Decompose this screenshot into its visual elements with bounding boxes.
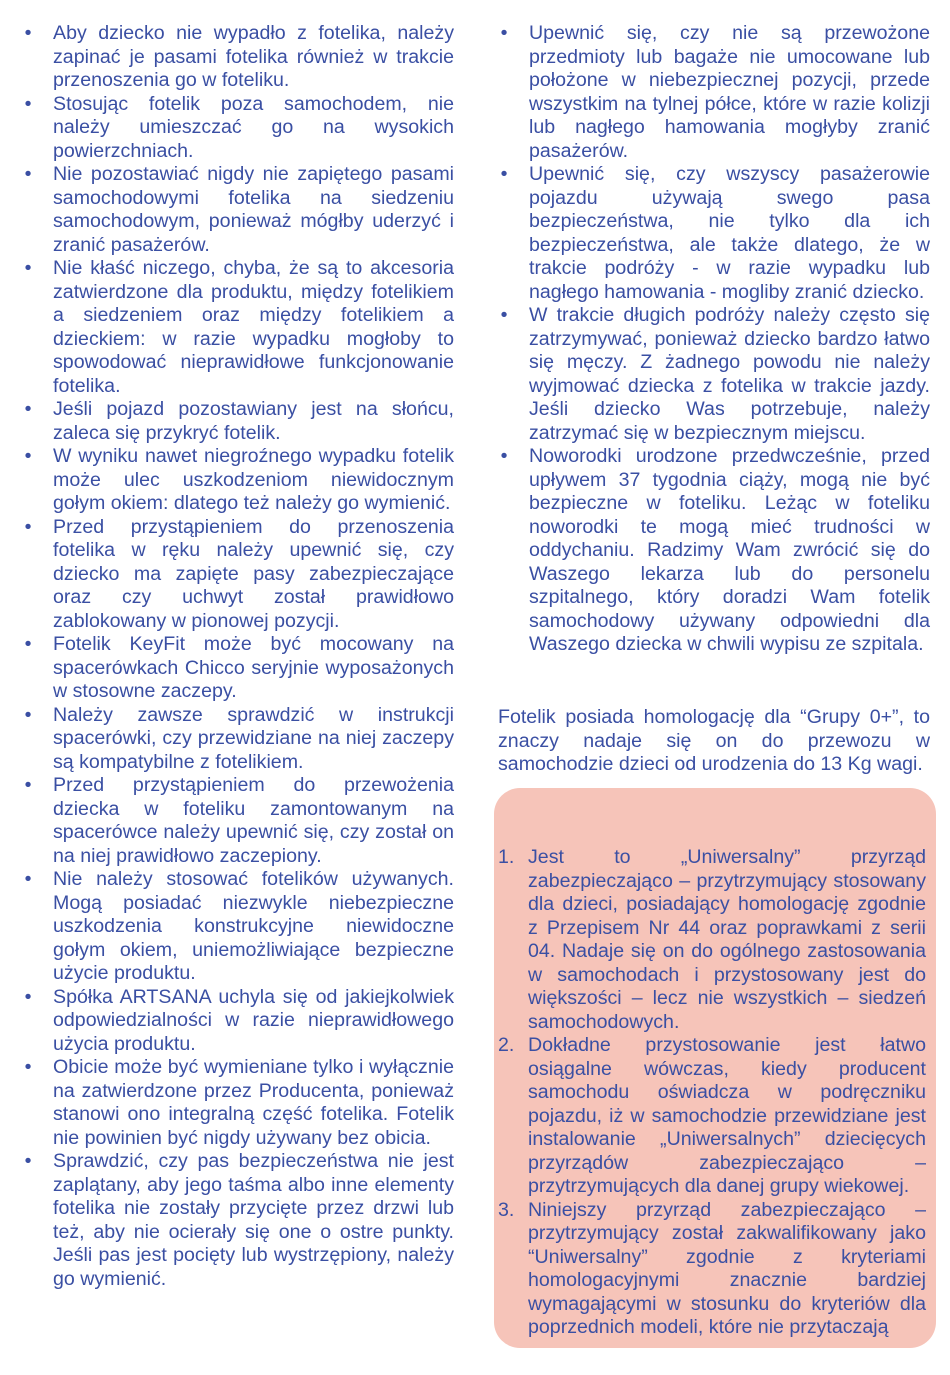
right-bullet-list: [498, 22, 930, 657]
bullet-icon: •: [24, 398, 32, 420]
bullet-icon: •: [24, 163, 32, 185]
bullet-icon: •: [500, 22, 508, 44]
list-item-text: Przed przystąpieniem do przewożenia dziecka w foteliku zamontowanym na spacerówce należy upewnić się, czy został on na niej prawidłowo zaczepiony.: [53, 774, 454, 867]
list-item-text: Stosując fotelik poza samochodem, nie należy umieszczać go na wysokich powierzchniach.: [53, 92, 454, 162]
bullet-icon: •: [24, 445, 32, 467]
list-item: [498, 304, 930, 445]
list-item: [22, 633, 454, 704]
notice-item-number: 3.: [498, 1198, 515, 1221]
bullet-icon: •: [24, 633, 32, 655]
bullet-icon: •: [24, 515, 32, 538]
bullet-icon: •: [24, 868, 32, 890]
notice-box: [494, 788, 936, 1348]
list-item-text: Obicie może być wymieniane tylko i wyłącznie na zatwierdzone przez Producenta, ponieważ stanowi ono integralną część fotelika. Fotelik nie powinien być nigdy używany bez obicia.: [53, 1056, 454, 1149]
list-item-text: Przed przystąpieniem do przenoszenia fotelika w ręku należy upewnić się, czy dziecko ma zapięte pasy zabezpieczające oraz czy uchwyt został prawidłowo zablokowany w pionowej pozycji.: [53, 515, 454, 632]
bullet-icon: •: [500, 304, 508, 326]
bullet-icon: •: [500, 163, 508, 185]
list-item-text: Upewnić się, czy nie są przewożone przedmioty lub bagaże nie umocowane lub położone w niebezpiecznej pozycji, przede wszystkim na tylnej półce, które w razie kolizji lub nagłego hamowania mogłyby zranić pasażerów.: [529, 22, 930, 162]
notice-item-text: Dokładne przystosowanie jest łatwo osiągalne wówczas, kiedy producent samochodu oświadcza w podręczniku pojazdu, iż w samochodzie przewidziane jest instalowanie „Uniwersalnych” dziecięcych przyrządów zabezpieczająco – przytrzymujących dla danej grupy wiekowej.: [528, 1034, 926, 1197]
list-item-text: Nie kłaść niczego, chyba, że są to akcesoria zatwierdzone dla produktu, między fotelikiem a siedzeniem oraz między fotelikiem a dzieckiem: w razie wypadku mogłoby to spowodować nieprawidłowe funkcjonowanie fotelika.: [53, 257, 454, 397]
list-item: [22, 1150, 454, 1291]
notice-item-number: 1.: [498, 846, 515, 868]
bullet-icon: •: [24, 774, 32, 796]
bullet-icon: •: [24, 22, 32, 44]
list-item-text: Jeśli pojazd pozostawiany jest na słońcu, zaleca się przykryć fotelik.: [53, 398, 454, 444]
notice-item: [498, 846, 926, 1034]
list-item: [498, 22, 930, 163]
bullet-icon: •: [24, 985, 32, 1008]
list-item: [22, 774, 454, 868]
notice-item-number: 2.: [498, 1034, 515, 1056]
list-item: [22, 445, 454, 516]
list-item: [22, 257, 454, 398]
list-item: [22, 163, 454, 257]
list-item: [22, 516, 454, 634]
bullet-icon: •: [500, 445, 508, 467]
list-item-text: Spółka ARTSANA uchyla się od jakiejkolwiek odpowiedzialności w razie nieprawidłowego użycia produktu.: [53, 985, 454, 1055]
list-item-text: W trakcie długich podróży należy często się zatrzymywać, ponieważ dziecko bardzo łatwo się męczy. Z żadnego powodu nie należy wyjmować dziecka z fotelika w trakcie jazdy. Jeśli dziecko Was potrzebuje, należy zatrzymać się w bezpiecznym miejscu.: [529, 304, 930, 444]
list-item-text: Noworodki urodzone przedwcześnie, przed upływem 37 tygodnia ciąży, mogą nie być bezpieczne w foteliku. Leżąc w foteliku noworodki te mogą mieć trudności w oddychaniu. Radzimy Wam zwrócić się do Waszego lekarza lub do personelu szpitalnego, który doradzi Wam fotelik samochodowy używany odpowiedni dla Waszego dziecka w chwili wypisu ze szpitala.: [529, 445, 930, 655]
bullet-icon: •: [24, 1056, 32, 1078]
notice-item-text: Niniejszy przyrząd zabezpieczająco – przytrzymujący został zakwalifikowany jako “Uniwersalny” zgodnie z kryteriami homologacyjnymi znacznie bardziej wymagającymi w stosunku do kryteriów dla poprzednich modeli, które nie przytaczają: [528, 1198, 926, 1338]
homologation-paragraph: Fotelik posiada homologację dla “Grupy 0+”, to znaczy nadaje się on do przewozu w samochodzie dzieci od urodzenia do 13 Kg wagi.: [498, 706, 930, 775]
notice-item: [498, 1199, 926, 1340]
list-item: [22, 704, 454, 775]
list-item-text: Aby dziecko nie wypadło z fotelika, należy zapinać je pasami fotelika również w trakcie przenoszenia go w foteliku.: [53, 22, 454, 91]
list-item: [22, 93, 454, 164]
notice-item-text: Jest to „Uniwersalny” przyrząd zabezpieczająco – przytrzymujący stosowany dla dzieci, posiadający homologację zgodnie z Przepisem Nr 44 oraz poprawkami z serii 04. Nadaje się on do ogólnego zastosowania w samochodach i przystosowany jest do większości – lecz nie wszystkich – siedzeń samochodowych.: [528, 846, 926, 1033]
left-column: [22, 22, 454, 1291]
right-column: [498, 22, 930, 657]
bullet-icon: •: [24, 1150, 32, 1172]
list-item-text: Upewnić się, czy wszyscy pasażerowie pojazdu używają swego pasa bezpieczeństwa, nie tylko dla ich bezpieczeństwa, ale także dlatego, że w trakcie podróży - w razie wypadku lub nagłego hamowania - mogliby zranić dziecko.: [529, 163, 930, 303]
list-item-text: Nie należy stosować fotelików używanych. Mogą posiadać niezwykle niebezpieczne uszkodzenia konstrukcyjne niewidoczne gołym okiem, uniemożliwiające bezpieczne użycie produktu.: [53, 868, 454, 984]
bullet-icon: •: [24, 257, 32, 279]
left-bullet-list: [22, 22, 454, 1291]
bullet-icon: •: [24, 92, 32, 115]
bullet-icon: •: [24, 703, 32, 726]
list-item: [22, 398, 454, 445]
list-item: [22, 868, 454, 986]
list-item: [22, 1056, 454, 1150]
list-item-text: Fotelik KeyFit może być mocowany na spacerówkach Chicco seryjnie wyposażonych w stosowne zaczepy.: [53, 633, 454, 702]
list-item-text: Należy zawsze sprawdzić w instrukcji spacerówki, czy przewidziane na niej zaczepy są kompatybilne z fotelikiem.: [53, 703, 454, 773]
notice-numbered-list: [498, 846, 926, 1340]
list-item: [22, 22, 454, 93]
list-item-text: Sprawdzić, czy pas bezpieczeństwa nie jest zaplątany, aby jego taśma albo inne elementy fotelika nie zostały przycięte przez drzwi lub też, aby nie ocierały się one o ostre punkty. Jeśli pas jest pocięty lub wystrzępiony, należy go wymienić.: [53, 1150, 454, 1290]
list-item: [498, 445, 930, 657]
list-item: [498, 163, 930, 304]
list-item-text: W wyniku nawet niegroźnego wypadku fotelik może ulec uszkodzeniom niewidocznym gołym okiem: dlatego też należy go wymienić.: [53, 445, 454, 514]
list-item-text: Nie pozostawiać nigdy nie zapiętego pasami samochodowymi fotelika na siedzeniu samochodowym, ponieważ mógłby uderzyć i zranić pasażerów.: [53, 163, 454, 256]
list-item: [22, 986, 454, 1057]
notice-item: [498, 1034, 926, 1199]
